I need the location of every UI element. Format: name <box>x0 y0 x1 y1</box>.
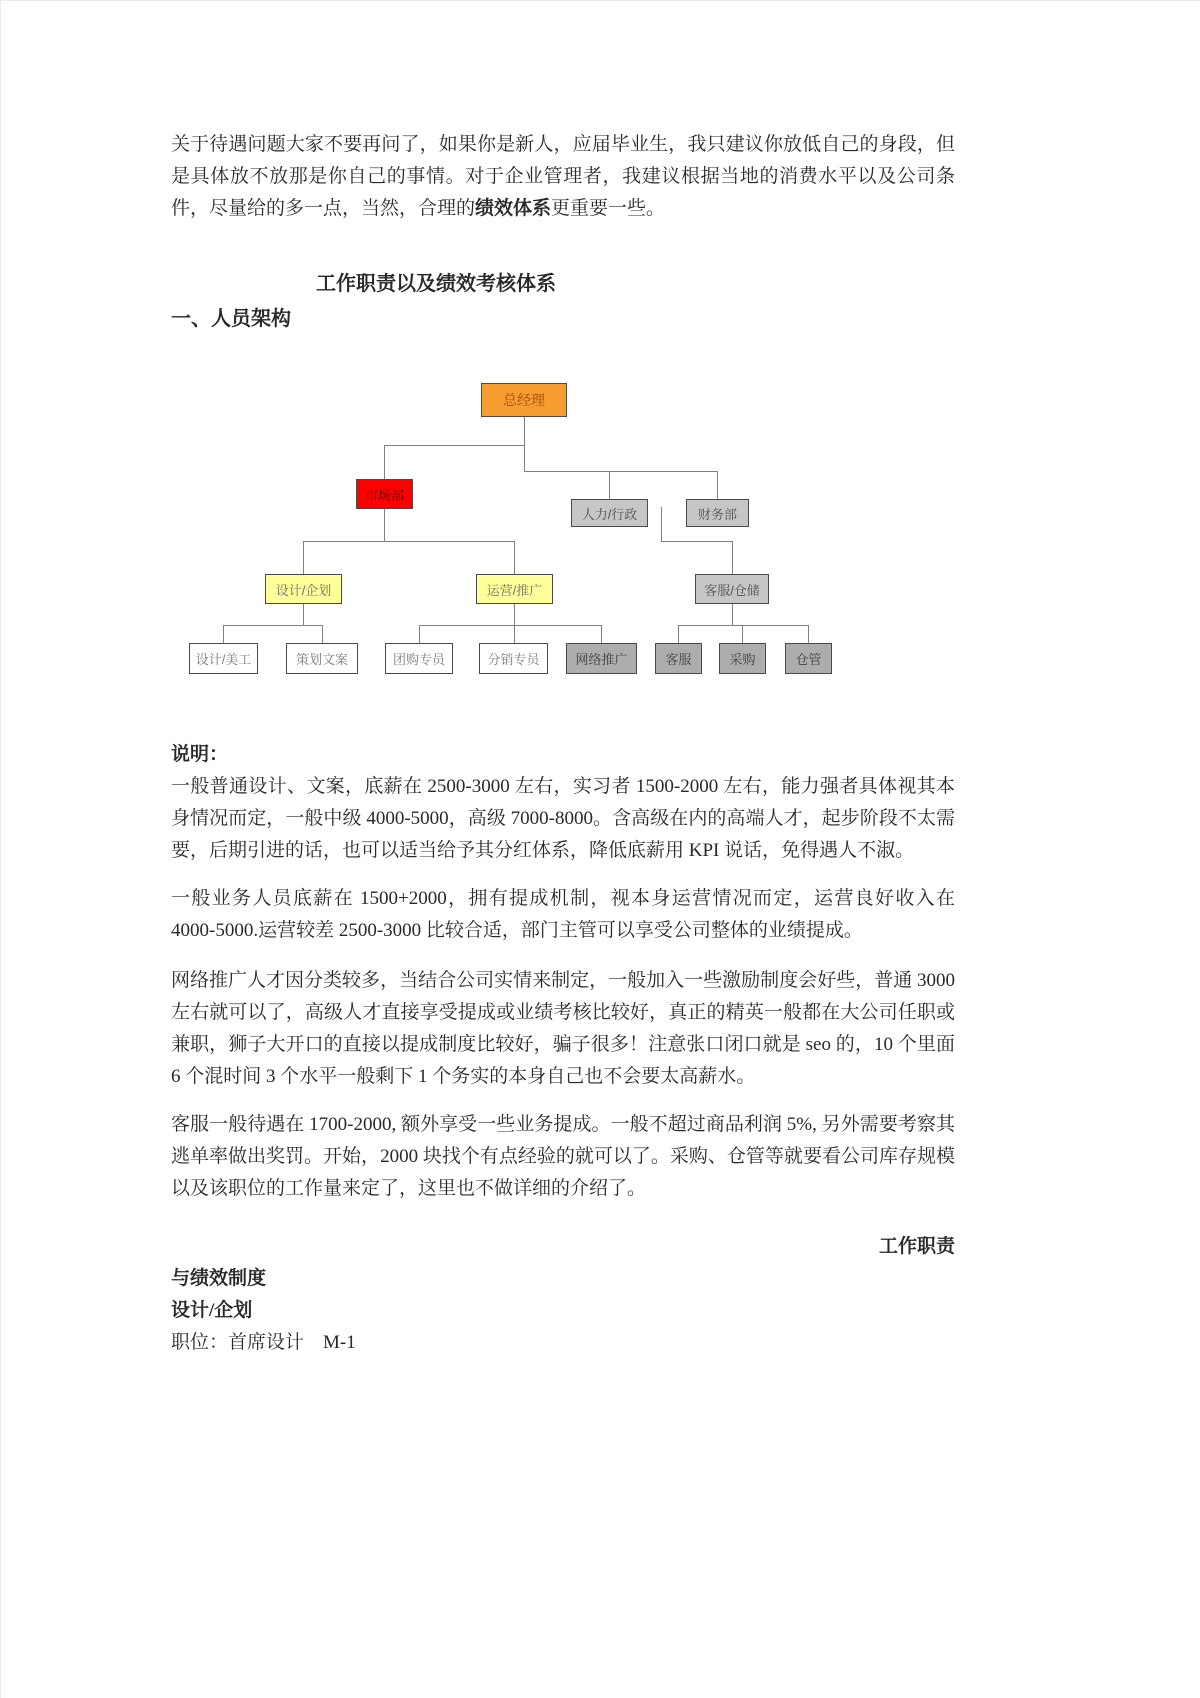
node-finance-dept: 财务部 <box>686 499 749 527</box>
node-customer-service-warehouse: 客服/仓储 <box>695 574 769 604</box>
node-hr-admin: 人力/行政 <box>571 499 648 527</box>
connector-line <box>678 625 809 626</box>
connector-line <box>609 471 610 499</box>
design-planning-heading: 设计/企划 <box>171 1300 253 1321</box>
node-marketing-dept: 市场部 <box>356 479 413 509</box>
connector-line <box>678 625 679 643</box>
node-design-artist: 设计/美工 <box>189 643 258 674</box>
connector-line <box>384 509 385 541</box>
node-group-buying-specialist: 团购专员 <box>385 643 453 674</box>
connector-line <box>514 541 515 574</box>
node-online-promotion: 网络推广 <box>566 643 637 674</box>
connector-line <box>524 417 525 471</box>
connector-line <box>742 625 743 643</box>
connector-line <box>223 625 224 643</box>
connector-line <box>601 625 602 643</box>
intro-bold-term: 绩效体系 <box>475 198 552 219</box>
connector-line <box>419 625 602 626</box>
connector-line <box>732 541 733 574</box>
connector-line <box>419 625 420 643</box>
connector-line <box>514 604 515 625</box>
duties-heading-continued: 与绩效制度 <box>171 1268 267 1289</box>
position-line: 职位：首席设计 M-1 <box>171 1332 356 1353</box>
intro-text-pre: 关于待遇问题大家不要再问了，如果你是新人，应届毕业生，我只建议你放低自己的身段，但是具体放不放那是你自己的事情。对于企业管理者，我建议根据当地的消费水平以及公司条件，尽量给的多一点，当然，合理的 <box>171 134 955 219</box>
org-chart <box>171 373 955 703</box>
connector-line <box>717 471 718 499</box>
connector-line <box>524 471 718 472</box>
intro-text-post: 更重要一些。 <box>551 198 666 219</box>
connector-line <box>223 625 323 626</box>
connector-line <box>303 541 515 542</box>
notes-label: 说明： <box>171 744 229 765</box>
notes-paragraph-1: 一般普通设计、文案，底薪在 2500-3000 左右，实习者 1500-2000 左右，能力强者具体视其本身情况而定，一般中级 4000-5000，高级 7000-8000。含高级在内的高端人才，起步阶段不太需要，后期引进的话，也可以适当给予其分红体系，降低底薪用 KPI 说话，免得遇人不淑。 <box>171 776 955 861</box>
connector-line <box>384 445 525 446</box>
connector-line <box>514 625 515 643</box>
node-purchasing: 采购 <box>719 643 766 674</box>
connector-line <box>661 541 733 542</box>
node-distribution-specialist: 分销专员 <box>479 643 548 674</box>
node-general-manager: 总经理 <box>481 383 567 417</box>
intro-paragraph <box>171 129 955 225</box>
connector-line <box>384 445 385 479</box>
section-heading-personnel-structure: 一、人员架构 <box>171 308 291 330</box>
node-copywriting: 策划文案 <box>286 643 358 674</box>
node-design-planning: 设计/企划 <box>265 574 342 604</box>
doc-title: 工作职责以及绩效考核体系 <box>316 273 556 295</box>
connector-line <box>661 507 662 541</box>
notes-paragraph-4: 客服一般待遇在 1700-2000, 额外享受一些业务提成。一般不超过商品利润 5%, 另外需要考察其逃单率做出奖罚。开始，2000 块找个有点经验的就可以了。采购、仓管等就要看公司库存规模以及该职位的工作量来定了，这里也不做详细的介绍了。 <box>171 1114 955 1199</box>
node-warehouse-manager: 仓管 <box>785 643 832 674</box>
connector-line <box>303 541 304 574</box>
connector-line <box>322 625 323 643</box>
connector-line <box>303 604 304 625</box>
connector-line <box>808 625 809 643</box>
duties-heading-right: 工作职责 <box>878 1236 955 1257</box>
node-operations-promotion: 运营/推广 <box>476 574 553 604</box>
notes-paragraph-2: 一般业务人员底薪在 1500+2000，拥有提成机制，视本身运营情况而定，运营良好收入在 4000-5000.运营较差 2500-3000 比较合适，部门主管可以享受公司整体的业绩提成。 <box>171 888 955 941</box>
node-customer-service: 客服 <box>655 643 702 674</box>
connector-line <box>732 604 733 625</box>
notes-paragraph-3: 网络推广人才因分类较多，当结合公司实情来制定，一般加入一些激励制度会好些，普通 3000 左右就可以了，高级人才直接享受提成或业绩考核比较好，真正的精英一般都在大公司任职或兼职，狮子大开口的直接以提成制度比较好，骗子很多！注意张口闭口就是 seo 的，10 个里面 6 个混时间 3 个水平一般剩下 1 个务实的本身自己也不会要太高薪水。 <box>171 970 955 1087</box>
